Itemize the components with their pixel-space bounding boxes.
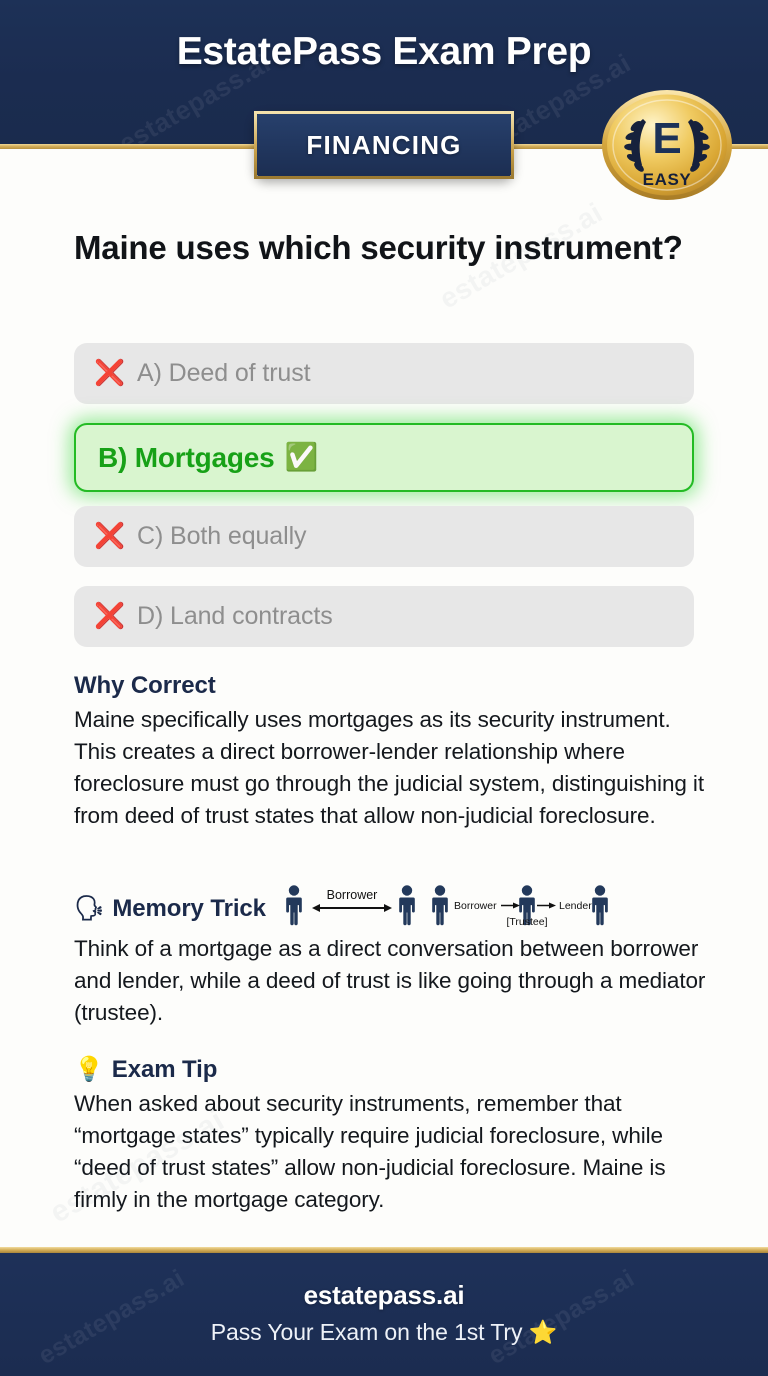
medal-letter: E (652, 114, 682, 163)
section-body-why-correct: Maine specifically uses mortgages as its security instrument. This creates a direct borrower-lender relationship where foreclosure must go through the judicial system, distinguishing it from deed of trust states that allow non-judicial foreclosure. (74, 707, 704, 828)
lightbulb-icon: 💡 (74, 1056, 104, 1083)
cross-mark-icon: ❌ (94, 522, 126, 550)
speaking-head-icon: 🗣 (74, 894, 105, 922)
footer-bar (0, 1253, 768, 1376)
check-mark-icon: ✅ (284, 442, 319, 472)
option-label-c: C) Both equally (137, 522, 307, 550)
diagram-label-lender: Lender (558, 900, 592, 912)
diagram-label-borrower-left: Borrower (326, 888, 378, 902)
option-row-c[interactable] (74, 506, 694, 567)
footer-brand-text[interactable]: estatepass.ai (303, 1280, 465, 1310)
category-badge (254, 111, 514, 179)
section-why-correct (74, 672, 712, 832)
section-memory-trick (74, 888, 712, 1029)
option-row-a[interactable] (74, 343, 694, 404)
section-body-exam-tip: When asked about security instruments, remember that “mortgage states” typically require judicial foreclosure, while “deed of trust states” allow non-judicial foreclosure. Maine is firmly in the mortgage category. (74, 1091, 666, 1212)
section-exam-tip (74, 1056, 712, 1216)
diagram-label-borrower-right: Borrower (453, 900, 497, 912)
answer-options-list (74, 343, 694, 666)
section-heading-text: Exam Tip (111, 1056, 218, 1083)
option-row-d[interactable] (74, 586, 694, 647)
section-body-memory-trick: Think of a mortgage as a direct conversation between borrower and lender, while a deed of trust is like going through a mediator (trustee). (74, 936, 706, 1025)
difficulty-medal (601, 89, 733, 201)
section-heading-memory-trick (74, 895, 266, 923)
diagram-label-trustee: [Trustee] (506, 916, 548, 928)
watermark: estatepass.ai (473, 47, 636, 159)
mortgage-vs-deed-diagram (282, 882, 622, 933)
medal-label: EASY (642, 170, 692, 189)
option-row-b[interactable] (74, 423, 694, 492)
option-label-d: D) Land contracts (137, 602, 333, 630)
option-label-b: B) Mortgages (98, 441, 275, 473)
watermark: estatepass.ai (33, 1264, 190, 1371)
watermark: estatepass.ai (483, 1264, 640, 1371)
section-heading-exam-tip (74, 1056, 712, 1084)
watermark: estatepass.ai (113, 47, 276, 159)
question-text: Maine uses which security instrument? (74, 229, 683, 266)
category-badge-label: FINANCING (306, 129, 462, 160)
section-heading-text: Why Correct (74, 672, 216, 699)
section-heading-why-correct (74, 672, 712, 700)
footer-tagline: Pass Your Exam on the 1st Try ⭐ (210, 1319, 558, 1345)
medal-icon (601, 89, 733, 201)
diagram-svg (282, 882, 622, 928)
cross-mark-icon: ❌ (94, 359, 126, 387)
section-heading-text: Memory Trick (112, 894, 266, 922)
cross-mark-icon: ❌ (94, 602, 126, 630)
page-title: EstatePass Exam Prep (176, 30, 592, 73)
option-label-a: A) Deed of trust (137, 359, 311, 387)
memory-trick-heading-row (74, 888, 712, 933)
